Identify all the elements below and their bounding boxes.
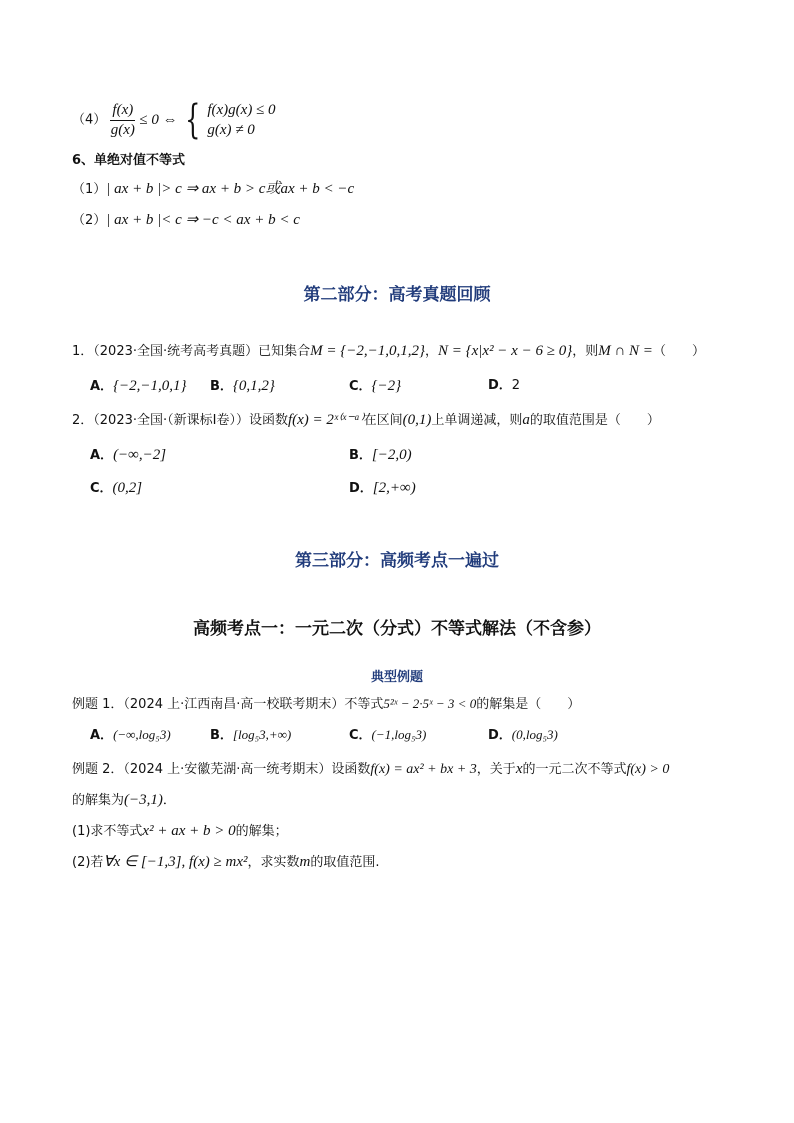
example-text: 的一元二次不等式 xyxy=(522,762,627,777)
option-label: A． xyxy=(90,448,114,463)
q2-option-b xyxy=(349,446,412,465)
function-def: f(x) = 2ˣ⁽ˣ⁻ᵃ⁾ xyxy=(287,412,364,428)
example-2-line-1 xyxy=(72,760,669,779)
part-label: (1)求不等式 xyxy=(72,824,143,839)
fraction-numerator: f(x) xyxy=(110,101,135,121)
example-text: 例题 1．（2024 上·江西南昌·高一校联考期末）不等式 xyxy=(72,697,384,712)
item-label: （2） xyxy=(72,213,107,228)
question-text: ，则 xyxy=(572,344,599,359)
item-label: （1） xyxy=(72,182,107,197)
ex1-option-b xyxy=(210,726,291,745)
option-label: C． xyxy=(90,481,113,496)
fraction xyxy=(110,101,135,140)
inequality: f(x) > 0 xyxy=(626,762,670,777)
ex1-option-a xyxy=(90,726,171,745)
inequality-system xyxy=(207,100,275,140)
function-def: f(x) = ax² + bx + 3 xyxy=(370,762,477,777)
q2-option-c xyxy=(90,479,142,498)
option-label: C． xyxy=(349,379,372,394)
q1-option-d xyxy=(488,377,520,395)
question-text: 在区间 xyxy=(363,413,403,428)
relation: ≤ 0 ⇔ xyxy=(139,112,178,128)
example-text: 例题 2．（2024 上·安徽芜湖·高一统考期末）设函数 xyxy=(72,762,371,777)
option-value: [2,+∞) xyxy=(372,480,416,496)
intro-item-4 xyxy=(72,97,276,143)
question-text: 的取值范围是（ ） xyxy=(529,413,660,428)
q1-option-c xyxy=(349,377,401,396)
section-6-title: 6、单绝对值不等式 xyxy=(72,153,186,168)
fraction-denominator: g(x) xyxy=(110,121,135,138)
topic-1-title: 高频考点一：一元二次（分式）不等式解法（不含参） xyxy=(193,619,601,639)
section-6-item-2 xyxy=(72,211,300,230)
set-n: N = {x|x² − x − 6 ≥ 0} xyxy=(438,343,573,359)
example-text: ． xyxy=(162,793,176,808)
inequality: 5²ˣ − 2·5ˣ − 3 < 0 xyxy=(383,696,477,711)
option-value: [log₅3,+∞) xyxy=(232,727,292,742)
item-label: （4） xyxy=(72,112,107,128)
left-brace: { xyxy=(184,97,201,143)
part-3-title: 第三部分：高频考点一遍过 xyxy=(295,551,499,571)
example-text: 的解集是（ ） xyxy=(476,697,581,712)
option-label: B． xyxy=(210,728,233,743)
option-value: (−∞,log₅3) xyxy=(113,727,171,742)
system-line-1: f(x)g(x) ≤ 0 xyxy=(207,102,276,118)
question-text: 1．（2023·全国·统考高考真题）已知集合 xyxy=(72,344,311,359)
item-math: | ax + b |> c ⇒ ax + b > c或ax + b < −c xyxy=(106,181,355,197)
option-value: {−2,−1,0,1} xyxy=(113,378,187,394)
option-label: D． xyxy=(349,481,373,496)
question-1 xyxy=(72,342,705,361)
option-value: [−2,0) xyxy=(371,447,412,463)
question-2 xyxy=(72,411,660,430)
answer-blank: （ ） xyxy=(652,344,705,359)
option-value: 2 xyxy=(511,378,521,393)
option-label: C． xyxy=(349,728,372,743)
parameter: a xyxy=(522,412,530,428)
option-label: D． xyxy=(488,728,512,743)
set-m: M = {−2,−1,0,1,2} xyxy=(310,343,425,359)
example-2-part-1 xyxy=(72,822,288,841)
separator: ， xyxy=(424,344,438,359)
example-text: 的解集； xyxy=(235,824,288,839)
example-text: 的解集为 xyxy=(72,793,125,808)
system-line-2: g(x) ≠ 0 xyxy=(207,122,255,138)
example-2-part-2 xyxy=(72,853,380,872)
option-value: (0,log₅3) xyxy=(511,727,558,742)
q1-option-a xyxy=(90,377,187,396)
q2-option-d xyxy=(349,479,416,498)
condition: ∀x ∈ [−1,3], f(x) ≥ mx² xyxy=(103,854,248,870)
option-label: A． xyxy=(90,379,114,394)
option-value: (0,2] xyxy=(112,480,143,496)
interval: (0,1) xyxy=(402,412,432,428)
example-1 xyxy=(72,695,580,714)
option-label: B． xyxy=(210,379,233,394)
ex1-option-c xyxy=(349,726,426,745)
option-value: {−2} xyxy=(371,378,402,394)
option-value: {0,1,2} xyxy=(232,378,275,394)
example-text: ，关于 xyxy=(476,762,516,777)
example-2-line-2 xyxy=(72,791,176,810)
part-2-title: 第二部分：高考真题回顾 xyxy=(303,285,491,305)
item-math: | ax + b |< c ⇒ −c < ax + b < c xyxy=(106,212,300,228)
question-text: 2．（2023·全国·（新课标Ⅰ卷））设函数 xyxy=(72,413,288,428)
variable: x xyxy=(515,761,523,777)
option-value: (−∞,−2] xyxy=(113,447,167,463)
intersection: M ∩ N = xyxy=(598,343,653,359)
q2-option-a xyxy=(90,446,166,465)
part-label: (2)若 xyxy=(72,855,104,870)
example-text: ，求实数 xyxy=(247,855,300,870)
examples-title: 典型例题 xyxy=(370,670,423,685)
example-text: 的取值范围. xyxy=(310,855,380,870)
solution-set: (−3,1) xyxy=(124,792,163,808)
inequality: x² + ax + b > 0 xyxy=(142,823,236,839)
option-value: (−1,log₅3) xyxy=(371,727,427,742)
question-text: 上单调递减，则 xyxy=(431,413,523,428)
section-6-item-1 xyxy=(72,180,354,199)
option-label: B． xyxy=(349,448,372,463)
option-label: D． xyxy=(488,378,512,393)
option-label: A． xyxy=(90,728,114,743)
ex1-option-d xyxy=(488,726,558,745)
q1-option-b xyxy=(210,377,275,396)
parameter: m xyxy=(299,854,311,870)
